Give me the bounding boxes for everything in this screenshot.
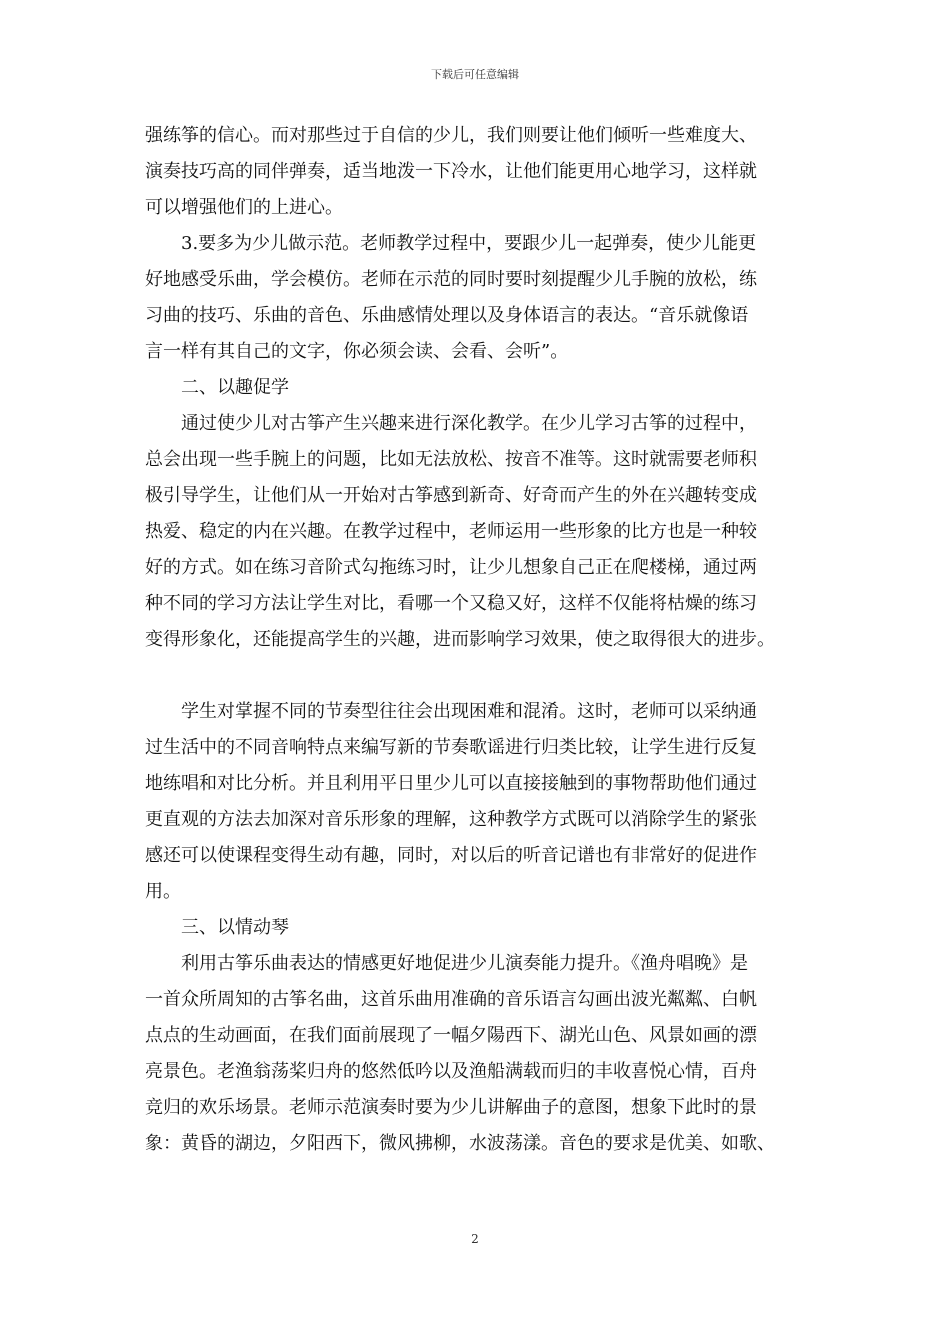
section-heading: 三、以情动琴: [181, 917, 289, 938]
text-line: 习曲的技巧、乐曲的音色、乐曲感情处理以及身体语言的表达。“音乐就像语: [145, 305, 749, 326]
text-line: 象：黄昏的湖边，夕阳西下，微风拂柳，水波荡漾。音色的要求是优美、如歌、: [145, 1133, 775, 1154]
text-line: 变得形象化，还能提高学生的兴趣，进而影响学习效果，使之取得很大的进步。: [145, 629, 775, 650]
paragraph-start-line: 学生对掌握不同的节奏型往往会出现困难和混淆。这时，老师可以采纳通: [181, 701, 757, 722]
text-line: 可以增强他们的上进心。: [145, 197, 343, 218]
text-line: 好的方式。如在练习音阶式勾拖练习时，让少儿想象自己正在爬楼梯，通过两: [145, 557, 757, 578]
section-heading: 二、以趣促学: [181, 377, 289, 398]
text-line: 亮景色。老渔翁荡桨归舟的悠然低吟以及渔船满载而归的丰收喜悦心情，百舟: [145, 1061, 757, 1082]
text-line: 种不同的学习方法让学生对比，看哪一个又稳又好，这样不仅能将枯燥的练习: [145, 593, 757, 614]
text-line: 更直观的方法去加深对音乐形象的理解，这种教学方式既可以消除学生的紧张: [145, 809, 757, 830]
document-body: [145, 118, 815, 1162]
text-line: 竞归的欢乐场景。老师示范演奏时要为少儿讲解曲子的意图，想象下此时的景: [145, 1097, 757, 1118]
text-line: 言一样有其自己的文字，你必须会读、会看、会听”。: [145, 341, 569, 362]
text-line: 点点的生动画面，在我们面前展现了一幅夕陽西下、湖光山色、风景如画的漂: [145, 1025, 757, 1046]
text-line: 好地感受乐曲，学会模仿。老师在示范的同时要时刻提醒少儿手腕的放松，练: [145, 269, 757, 290]
text-line: 感还可以使课程变得生动有趣，同时，对以后的听音记谱也有非常好的促进作: [145, 845, 757, 866]
paragraph-start-line: 利用古筝乐曲表达的情感更好地促进少儿演奏能力提升。《渔舟唱晚》是: [181, 953, 748, 974]
paragraph-start-line: 3.要多为少儿做示范。老师教学过程中，要跟少儿一起弹奏，使少儿能更: [181, 233, 757, 254]
page-number: 2: [471, 1232, 479, 1246]
page-header: 下载后可任意编辑: [431, 68, 519, 81]
text-line: 演奏技巧高的同伴弹奏，适当地泼一下冷水，让他们能更用心地学习，这样就: [145, 161, 757, 182]
text-line: 地练唱和对比分析。并且利用平日里少儿可以直接接触到的事物帮助他们通过: [145, 773, 757, 794]
text-line: 用。: [145, 881, 181, 902]
paragraph-gap: [145, 658, 815, 694]
text-line: 过生活中的不同音响特点来编写新的节奏歌谣进行归类比较，让学生进行反复: [145, 737, 757, 758]
text-line: 一首众所周知的古筝名曲，这首乐曲用准确的音乐语言勾画出波光粼粼、白帆: [145, 989, 757, 1010]
text-line: 极引导学生，让他们从一开始对古筝感到新奇、好奇而产生的外在兴趣转变成: [145, 485, 757, 506]
text-line: 热爱、稳定的内在兴趣。在教学过程中，老师运用一些形象的比方也是一种较: [145, 521, 757, 542]
text-line: 总会出现一些手腕上的问题，比如无法放松、按音不准等。这时就需要老师积: [145, 449, 757, 470]
paragraph-start-line: 通过使少儿对古筝产生兴趣来进行深化教学。在少儿学习古筝的过程中，: [181, 413, 757, 434]
text-line: 强练筝的信心。而对那些过于自信的少儿，我们则要让他们倾听一些难度大、: [145, 125, 757, 146]
